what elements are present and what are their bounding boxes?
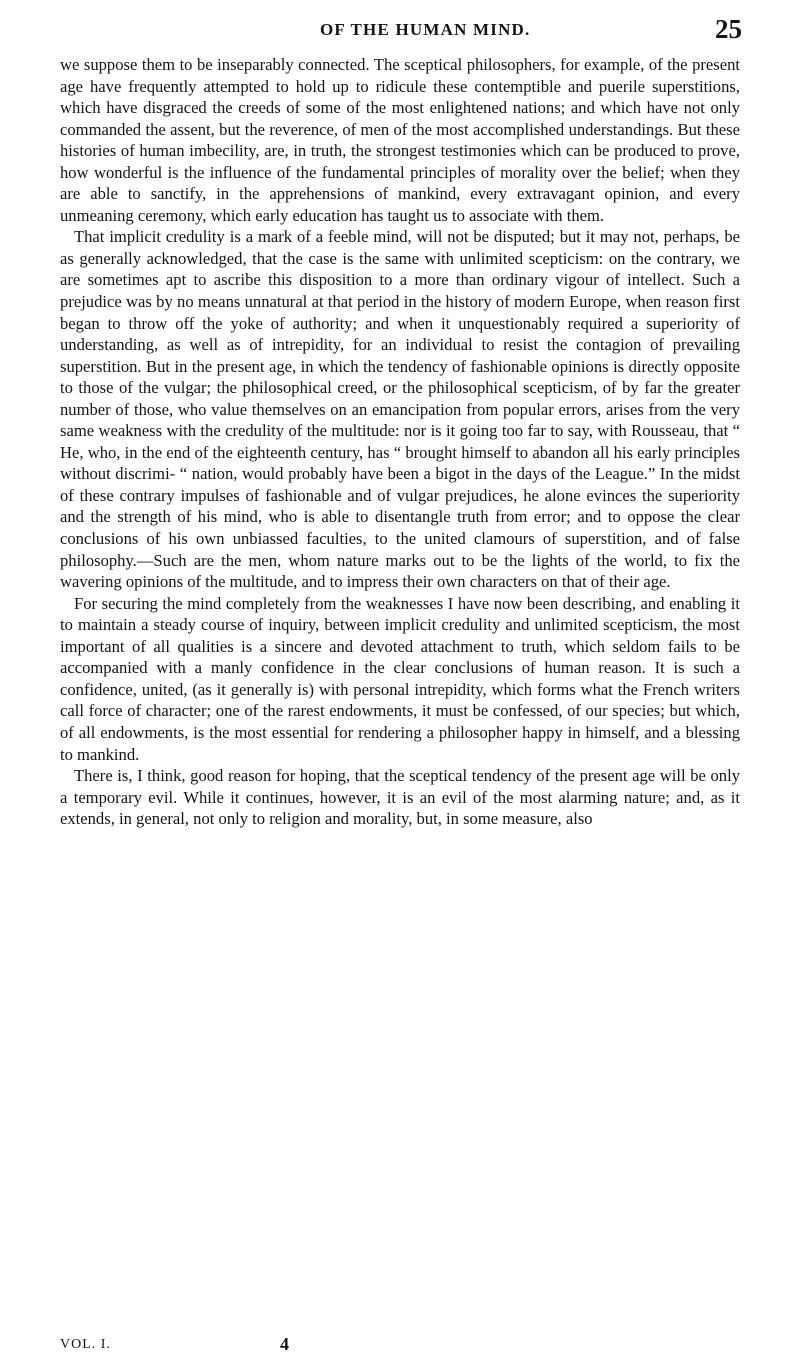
paragraph-4: There is, I think, good reason for hoping, that the sceptical tendency of the present age will be only a temporary evil. While it continues, however, it is an evil of the most alarming nature; and, as it extends, in general, not only to religion and morality, but, in some measure, also [60,766,740,829]
volume-mark: VOL. I. [60,1337,111,1352]
page-number: 25 [715,14,742,44]
paragraph-1: we suppose them to be inseparably connected. The sceptical philosophers, for example, of the present age have frequently attempted to hold up to ridicule these contemptible and puerile superstitions, which have disgraced the creeds of some of the most enlightened nations; and which have not only commanded the assent, but the reverence, of men of the most accomplished understandings. But these histories of human imbecility, are, in truth, the strongest testimonies which can be produced to prove, how wonderful is the influence of the fundamental principles of morality over the belief; when they are able to sanctify, in the apprehensions of mankind, every extravagant opinion, and every unmeaning ceremony, which early education has taught us to associate with them. [60,55,740,225]
paragraph-3: For securing the mind completely from the weaknesses I have now been describing, and enabling it to maintain a steady course of inquiry, between implicit credulity and unlimited scepticism, the most important of all qualities is a sincere and devoted attachment to truth, which seldom fails to be accompanied with a manly confidence in the clear conclusions of human reason. It is such a confidence, united, (as it generally is) with personal intrepidity, which forms what the French writers call force of character; one of the rarest endowments, it must be confessed, of our species; but which, of all endowments, is the most essential for rendering a philosopher happy in himself, and a blessing to mankind. [60,593,740,764]
paragraph-2: That implicit credulity is a mark of a feeble mind, will not be disputed; but it may not, perhaps, be as generally acknowledged, that the case is the same with unlimited scepticism: on the contrary, we are sometimes apt to ascribe this disposition to a more than ordinary vigour of intellect. Such a prejudice was by no means unnatural at that period in the history of modern Europe, when reason first began to throw off the yoke of authority; and when it unquestionably required a superiority of understanding, as well as of intrepidity, for an individual to resist the contagion of prevailing superstition. But in the present age, in which the tendency of fashionable opinions is directly opposite to those of the vulgar; the philosophical creed, or the philosophical scepticism, of by far the greater number of those, who value themselves on an emancipation from popular errors, arises from the very same weakness with the credulity of the multitude: nor is it going too far to say, with Rousseau, that “ He, who, in the end of the eighteenth century, has “ brought himself to abandon all his early principles without discrimi- “ nation, would probably have been a bigot in the days of the League.” In the midst of these contrary impulses of fashionable and of vulgar prejudices, he alone evinces the superiority and the strength of his mind, who is able to disentangle truth from error; and to oppose the clear conclusions of his own unbiassed faculties, to the united clamours of superstition, and of false philosophy.—Such are the men, whom nature marks out to be the lights of the world, to fix the wavering opinions of the multitude, and to impress their own characters on that of their age. [60,227,740,592]
running-head [60,14,750,44]
body-text [60,54,740,830]
running-title: OF THE HUMAN MIND. [320,20,531,39]
signature-number: 4 [280,1334,290,1354]
